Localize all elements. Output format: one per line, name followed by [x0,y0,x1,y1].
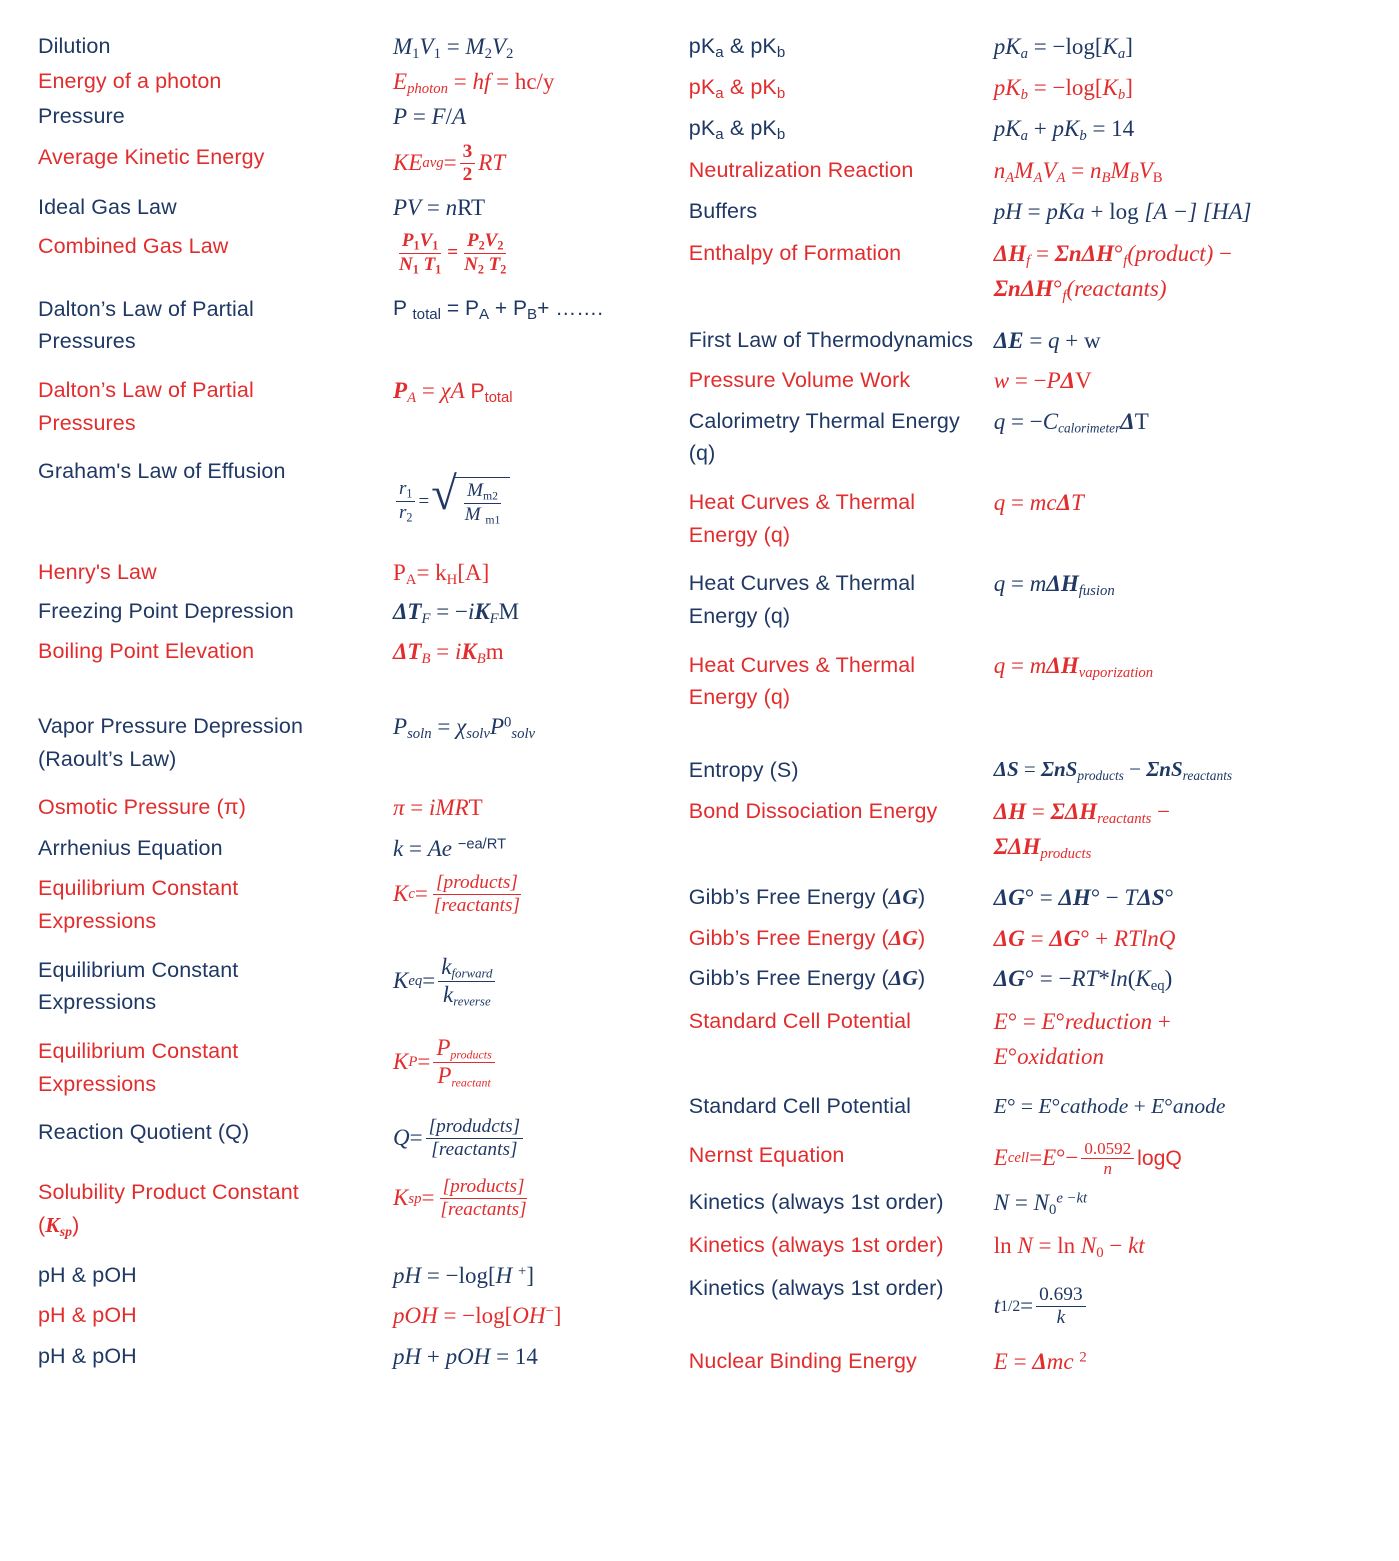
label-line: Dalton’s Law of Partial [38,377,254,402]
label-line: Dalton’s Law of Partial [38,296,254,321]
label-line: Heat Curves & Thermal [688,571,916,596]
formula-expression: ΔS = ΣnS$_{products}$ − ΣnS$_{reactants}$ [993,757,1233,783]
formula-row [689,922,1381,957]
formula-label [689,112,994,147]
formula-row [689,1272,1381,1328]
formula-row [689,754,1381,787]
formula-expression: $\frac{r_1}{r_2}$ = √ $\frac{M_{m2}}{M _{m1}}$ [393,477,679,526]
fraction: $\frac{k_{forward}}{k_{reverse}}$ [438,954,495,1009]
formula-label: Kinetics (always 1st order) [688,1233,944,1258]
formula-row [38,832,679,867]
formula-label: pH & pOH [38,1262,137,1287]
formula-expression: E cell = E ° − $\frac{0.0592}{n}$ logQ [993,1138,1182,1178]
formula-expression: $M_1V_1 = M_2V_2$ [393,34,514,63]
spacer [689,1123,1381,1139]
formula-expression: $pK_a + pK_b = 14$ [993,116,1135,145]
spacer [689,470,1381,486]
spacer [38,277,679,293]
formula-label: Graham's Law of Effusion [38,459,286,484]
formula-row [689,195,1381,230]
formula-label: Freezing Point Depression [38,599,294,624]
spacer [689,865,1381,881]
formula-expression: P = F/A [393,104,467,130]
formula-row [38,374,679,439]
formula-label [38,293,393,358]
formula-expression: K c = $\frac{\text{[products]}}{\text{[reactants]}}$ [393,872,679,916]
formula-expression: π = iMRT [393,795,483,821]
formula-label: Boiling Point Elevation [38,638,255,663]
formula-expression: pH = pKa + log [A −] [HA] [993,198,1252,224]
formula-row [689,71,1381,106]
formula-label: Pressure [38,104,125,129]
formula-expression: q = mcΔT [993,489,1084,515]
formula-label: Entropy (S) [688,758,799,782]
label-part: Gibb’s Free Energy ( [688,966,889,991]
fraction: $\frac{0.0592}{n}$ [1081,1139,1134,1178]
formula-row [38,1116,679,1160]
formula-row [38,556,679,591]
formula-label: Solubility Product Constant $(K_{sp})$ [38,1180,299,1239]
formula-label [689,922,994,955]
formula-row [689,1090,1381,1123]
formula-label: Standard Cell Potential [688,1094,912,1119]
spacer [689,1329,1381,1345]
formula-expression: PV = nRT [393,195,486,221]
label-part: ) [917,925,926,950]
formula-row [38,1259,679,1294]
formula-row [38,30,679,65]
formula-row [38,872,679,937]
formula-expression: $P_A = \chi A$ $P_{total}$ [393,377,513,407]
formula-expression: $q = -C_{calorimeter}\Delta T$ [993,408,1149,436]
formula-expression: $N = N_0^{e -kt}$ [993,1190,1088,1219]
formula-label: Arrhenius Equation [38,835,223,860]
formula-label: Dilution [38,34,111,58]
formula-row [38,100,679,135]
spacer [38,526,679,556]
formula-label [689,486,994,551]
formula-expression: $\Delta G^\circ = -RT*\ln(K_{eq})$ [993,966,1173,995]
formula-row [38,595,679,630]
formula-expression: $\ln N = \ln N_0$ − kt [993,1233,1145,1262]
label-part: b [776,44,786,62]
formula-expression: k = Ae $^{-ea/RT}$ [393,835,507,861]
fraction: $\frac{\text{[products]}}{\text{[reactants]}}$ [440,1176,527,1221]
fraction: $\frac{3}{2}$ [460,141,476,185]
formula-label [38,1035,393,1100]
formula-expression: w = −PΔV [993,368,1092,394]
formula-row [38,1035,679,1100]
fraction: $\frac{P_1V_1}{N_1 T_1}$ [399,229,442,277]
label-part: b [776,85,786,103]
formula-label: Standard Cell Potential [688,1009,912,1034]
label-line: ) [72,1213,80,1238]
formula-row [38,293,679,358]
formula-label: Ideal Gas Law [38,195,177,220]
formula-label: Henry's Law [38,560,157,585]
spacer [689,308,1381,324]
formula-label: Enthalpy of Formation [688,241,902,266]
formula-row [38,1176,679,1242]
formula-label [38,872,393,937]
label-line: Energy (q) [688,522,791,547]
formula-row [689,567,1381,632]
formula-row [38,141,679,185]
formula-expression: $P_{soln} = \chi_{solv}P^0_{solv}$ [393,713,536,742]
formula-expression: q = mΔH$_{vaporization}$ [993,652,1154,681]
formula-label: Kinetics (always 1st order) [688,1276,944,1301]
label-line: (q) [688,441,716,466]
formula-label: Energy of a photon [38,69,222,94]
spacer [38,938,679,954]
formula-expression: t 1/2 = $\frac{0.693}{k}$ [994,1284,1381,1328]
formula-row [38,230,679,277]
formula-label: Nuclear Binding Energy [688,1348,917,1373]
spacer [38,775,679,791]
spacer [689,714,1381,754]
formula-row [38,791,679,826]
formula-expression: $E_{photon}$ = hf = hc/y [393,69,555,98]
formula-row [38,191,679,226]
formula-label [689,962,994,995]
formula-expression: $\Delta H = \Sigma\Delta H_{reactants}$ − $\Sigma\Delta H_{products}$ [993,798,1171,862]
label-line: Expressions [38,908,157,933]
formula-label [689,881,994,914]
left-column [38,30,689,1561]
formula-label: Average Kinetic Energy [38,144,265,169]
label-line: (Raoult’s Law) [38,746,177,771]
label-part: ΔG [888,885,918,910]
formula-row [689,154,1381,189]
formula-label: Buffers [688,198,758,223]
label-line: Expressions [38,1071,157,1096]
formula-row [689,881,1381,916]
formula-expression: $P_A= k_H[A]$ [393,560,490,589]
spacer [38,1019,679,1035]
formula-expression: $n_AM_AV_A = n_BM_BV_B$ [993,157,1163,186]
label-line: Equilibrium Constant [38,1038,239,1063]
formula-expression: pOH = −log[OH−] [393,1303,562,1329]
formula-label: Osmotic Pressure (π) [38,795,246,820]
label-part: pK [688,116,716,141]
fraction: $\frac{\text{[products]}}{\text{[reactants]}}$ [433,872,521,916]
formula-expression: K sp = $\frac{\text{[products]}}{\text{[reactants]}}$ [393,1176,679,1220]
label-line: Equilibrium Constant [38,957,239,982]
label-line: Heat Curves & Thermal [688,652,916,677]
label-part: & pK [723,116,777,141]
label-part: pK [688,34,716,58]
formula-expression: Q = $\frac{\text{[produdcts]}}{\text{[reactants]}}$ [393,1116,679,1160]
formula-label [38,374,393,439]
spacer [689,633,1381,649]
fraction: $\frac{\text{[produdcts]}}{\text{[reactants]}}$ [426,1116,524,1160]
fraction: $\frac{P_{products}}{P_{reactant}}$ [433,1035,494,1089]
formula-expression: $pK_b = -\log[K_b]$ [993,75,1133,104]
right-column [689,30,1381,1561]
formula-expression: q = mΔH$_{fusion}$ [993,571,1115,600]
formula-label [38,954,393,1019]
label-line: Energy (q) [688,603,791,628]
formula-label [689,405,994,470]
label-line: Energy (q) [688,685,791,710]
formula-expression: $\Delta T_F = -iK_FM$ [393,599,520,628]
label-part: a [715,126,724,144]
formula-row [38,635,679,670]
formula-expression: E = Δmc $^2$ [993,1348,1087,1374]
spacer [689,551,1381,567]
formula-label [689,30,994,65]
formula-label: Kinetics (always 1st order) [688,1190,944,1214]
label-line: Calorimetry Thermal Energy [688,408,960,433]
formula-expression: $pK_a = -\log[K_a]$ [993,34,1133,63]
label-line: Pressures [38,410,136,435]
label-part: Gibb’s Free Energy ( [688,885,889,910]
spacer [38,670,679,710]
formula-expression: $\Delta H_f$ = $\Sigma n\Delta H^\circ_f(product)$ − $\Sigma n\Delta H^\circ_f(reactants)$ [993,241,1233,305]
label-part: a [715,85,724,103]
formula-expression: pH = −log[H +] [393,1262,534,1288]
formula-expression: ΔE = q + w [993,327,1101,353]
label-part: Gibb’s Free Energy ( [688,925,889,950]
formula-expression: ΔG° = ΔH° − TΔS° [993,885,1174,911]
formula-label [689,71,994,106]
formula-expression: E° = E°cathode + E°anode [993,1094,1226,1119]
formula-label: Pressure Volume Work [688,368,911,393]
label-line: Vapor Pressure Depression [38,713,304,738]
formula-expression: E° = E°reduction + E°oxidation [993,1009,1171,1069]
formula-row [689,324,1381,359]
formula-row [689,795,1381,865]
formula-row [689,1005,1381,1074]
formula-row [689,364,1381,399]
formula-label: Reaction Quotient (Q) [38,1120,250,1145]
formula-expression: $\frac{P_1V_1}{N_1 T_1}$ = $\frac{P_2V_2}{N_2 T_2}$ [393,230,679,277]
spacer [38,439,679,455]
formula-label: pH & pOH [38,1343,137,1368]
formula-row [689,962,1381,997]
formula-expression: KE avg = $\frac{3}{2}$ RT [393,140,506,185]
formula-label: Bond Dissociation Energy [688,798,938,823]
formula-row [38,954,679,1019]
formula-row [689,1229,1381,1264]
formula-row [38,1299,679,1334]
formula-row [38,710,679,775]
label-part: a [715,44,724,62]
formula-row [689,30,1381,65]
label-part: ΔG [888,966,918,991]
fraction: $\frac{0.693}{k}$ [1036,1284,1085,1328]
formula-expression: K eq = $\frac{k_{forward}}{k_{reverse}}$ [393,954,679,1009]
formula-label [689,649,994,714]
formula-expression: pH + pOH = 14 [393,1343,538,1369]
formula-label: Nernst Equation [688,1142,845,1167]
formula-expression: P $_{total} = P_A + P_B+$ ……. [393,296,604,323]
formula-label: Neutralization Reaction [688,157,914,182]
radical: √ $\frac{M_{m2}}{M _{m1}}$ [431,477,510,526]
label-part: & pK [723,34,777,58]
formula-row [38,1340,679,1375]
label-part: & pK [723,75,777,100]
formula-label [38,710,393,775]
formula-label: Combined Gas Law [38,233,229,258]
label-line: Solubility Product Constant [38,1180,299,1205]
formula-row [689,649,1381,714]
formula-row [689,1186,1381,1221]
formula-label: pH & pOH [38,1303,137,1328]
spacer [38,1100,679,1116]
label-line: Equilibrium Constant [38,876,239,901]
spacer [689,1074,1381,1090]
formula-row [689,237,1381,307]
formula-row [689,1139,1381,1178]
label-part: ) [917,966,926,991]
label-part: ) [917,885,926,910]
label-line: Expressions [38,990,157,1015]
label-line: ( [38,1213,46,1238]
spacer [38,1243,679,1259]
spacer [38,1160,679,1176]
formula-label: First Law of Thermodynamics [688,327,974,352]
spacer [38,358,679,374]
label-part: pK [688,75,716,100]
label-line: Pressures [38,329,136,354]
fraction: $\frac{M_{m2}}{M _{m1}}$ [464,480,501,527]
fraction: $\frac{r_1}{r_2}$ [396,478,415,525]
label-line: Heat Curves & Thermal [688,489,916,514]
formula-row [689,1345,1381,1380]
formula-expression: ΔG = ΔG° + RTlnQ [993,925,1176,951]
formula-row [38,455,679,526]
formula-row [689,112,1381,147]
formula-expression: K P = $\frac{P_{products}}{P_{reactant}}$ [393,1035,679,1089]
formula-expression: $\Delta T_B = iK_Bm$ [393,638,504,667]
fraction: $\frac{P_2V_2}{N_2 T_2}$ [464,229,507,277]
label-part: ΔG [888,925,918,950]
formula-row [689,405,1381,470]
label-part: b [776,126,786,144]
formula-row [38,65,679,100]
formula-row [689,486,1381,551]
formula-label [689,567,994,632]
